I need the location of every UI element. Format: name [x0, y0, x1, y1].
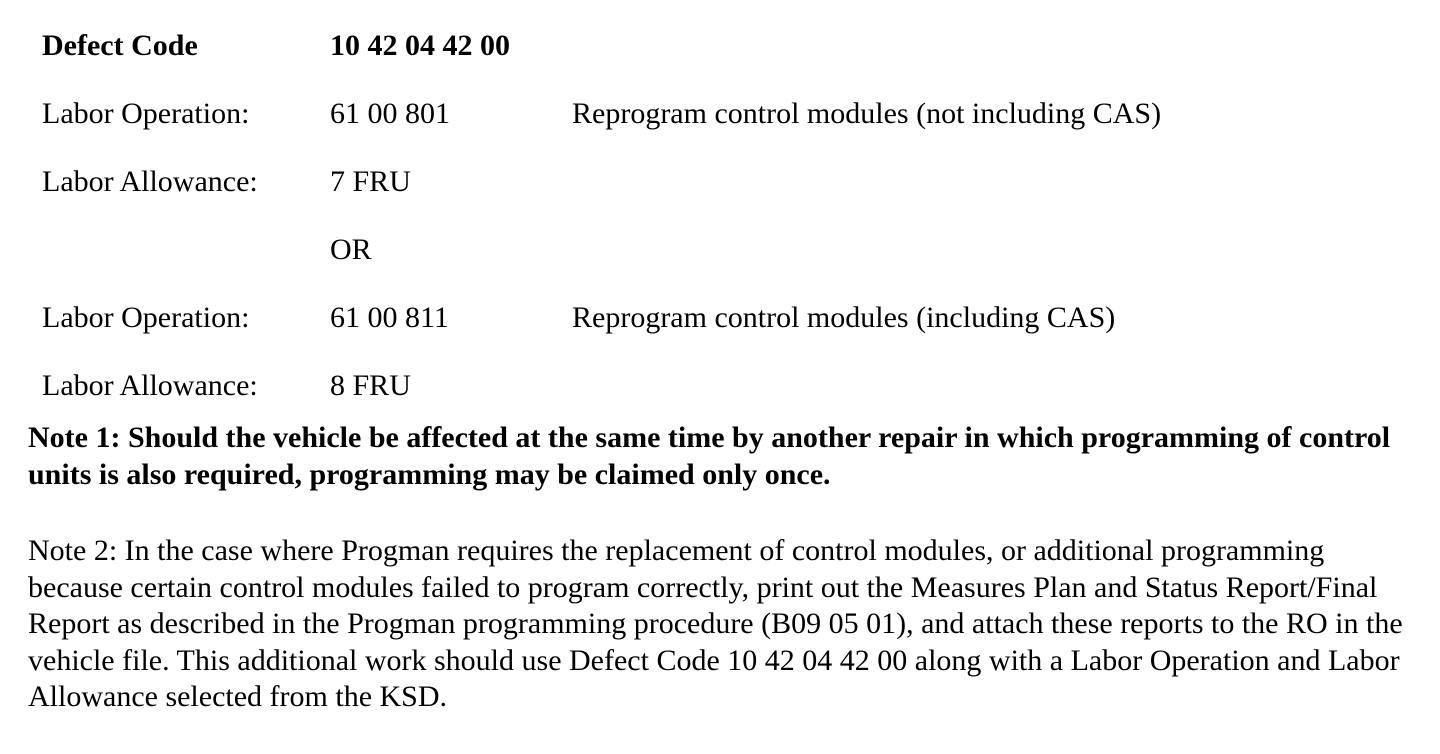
labor-operation-label: Labor Operation:: [42, 97, 250, 130]
or-separator: OR: [330, 233, 372, 266]
labor-allowance-value: 8 FRU: [330, 369, 411, 402]
note-2: Note 2: In the case where Progman requires the replacement of control modules, or additional programming because certain control modules failed to program correctly, print out the Measures Plan and Status Report/Final Report as described in the Progman programming procedure (B09 05 01), and attach these reports to the RO in the vehicle file. This additional work should use Defect Code 10 42 04 42 00 along with a Labor Operation and Labor Allowance selected from the KSD.: [28, 534, 1403, 713]
labor-operation-description: Reprogram control modules (including CAS): [572, 301, 1116, 334]
defect-code-value: 10 42 04 42 00: [330, 29, 510, 62]
note-1: Note 1: Should the vehicle be affected at the same time by another repair in which programming of control units is also required, programming may be claimed only once.: [28, 421, 1391, 491]
labor-operation-label: Labor Operation:: [42, 301, 250, 334]
labor-operation-code: 61 00 801: [330, 97, 450, 130]
labor-operation-description: Reprogram control modules (not including CAS): [572, 97, 1162, 130]
labor-operation-code: 61 00 811: [330, 301, 449, 334]
labor-allowance-value: 7 FRU: [330, 165, 411, 198]
labor-allowance-label: Labor Allowance:: [42, 369, 258, 402]
labor-allowance-label: Labor Allowance:: [42, 165, 258, 198]
defect-code-label: Defect Code: [42, 29, 198, 62]
